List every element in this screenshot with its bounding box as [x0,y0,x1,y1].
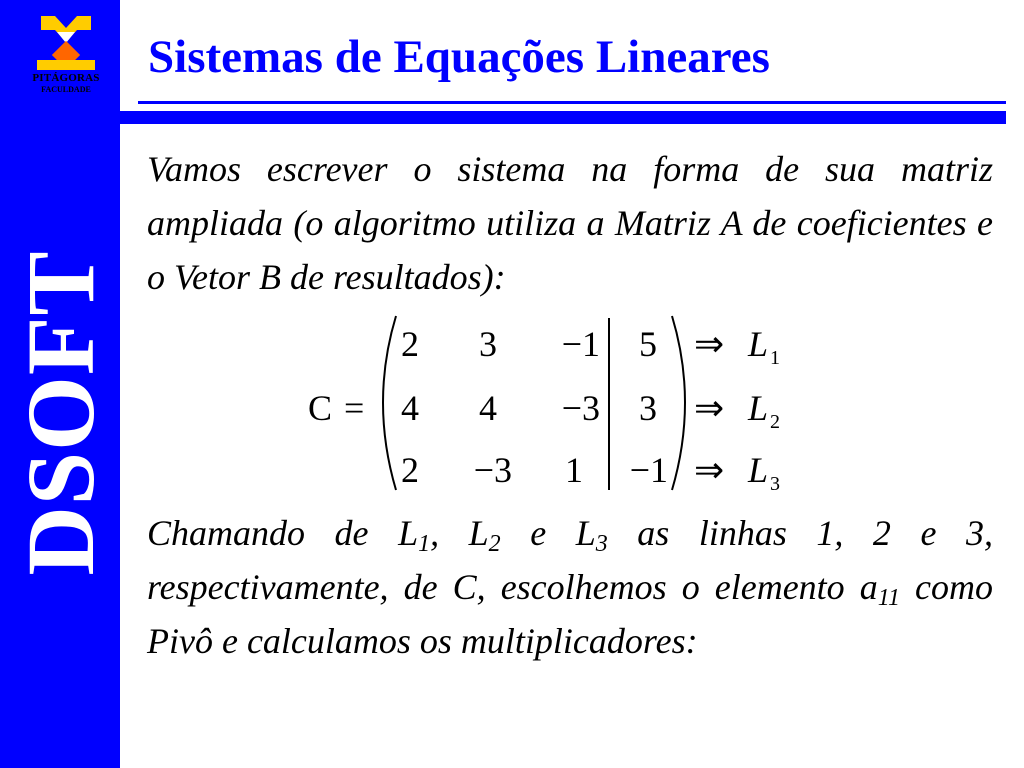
implies-arrow: ⇒ [694,450,725,490]
implies-arrow: ⇒ [694,324,725,364]
left-paren [383,316,396,490]
matrix-cell: −1 [561,324,600,364]
matrix-cell: 1 [565,450,583,490]
row-label: L [748,388,769,428]
logo-name: PITÁGORAS [32,72,100,84]
slide-title: Sistemas de Equações Lineares [148,31,770,83]
matrix-result: 5 [639,324,657,364]
row-label-index: 2 [770,411,780,433]
matrix-cell: 3 [479,324,497,364]
matrix-cell: 4 [479,388,497,428]
right-paren [672,316,685,490]
pivot-element-index: 11 [877,585,900,611]
line-label-index: 3 [595,531,608,557]
matrix-cell: −3 [561,388,600,428]
line-label: L [575,513,596,553]
logo-subtitle: FACULDADE [41,85,91,94]
pivot-element: a [859,567,878,607]
pivot-paragraph [147,506,993,668]
brand-vertical-text: DSOFT [7,250,114,576]
intro-paragraph: Vamos escrever o sistema na forma de sua matriz ampliada (o algoritmo utiliza a Matriz A de coeficientes e o Vetor B de resultados): [147,149,993,297]
line-label: L [398,513,419,553]
matrix-result: −1 [629,450,668,490]
row-label-index: 1 [770,347,780,369]
text-run: , [430,513,469,553]
text-run: e [500,513,576,553]
text-run: Chamando de [147,513,399,553]
matrix-result: 3 [639,388,657,428]
row-label-index: 3 [770,473,780,495]
line-label: L [468,513,489,553]
matrix-cell: 2 [401,450,419,490]
row-label: L [748,324,769,364]
matrix-equals: = [344,388,365,428]
row-label: L [748,450,769,490]
matrix-cell: 2 [401,324,419,364]
line-label-index: 2 [488,531,501,557]
matrix-cell: −3 [473,450,512,490]
matrix-name: C [308,388,333,428]
text-run: as linhas 1, 2 e 3, respectivamente, de C, escolhemos o elemento [147,513,993,607]
line-label-index: 1 [418,531,431,557]
matrix-cell: 4 [401,388,419,428]
text-run: como Pivô e calculamos os multiplicadores: [147,567,993,661]
implies-arrow: ⇒ [694,388,725,428]
